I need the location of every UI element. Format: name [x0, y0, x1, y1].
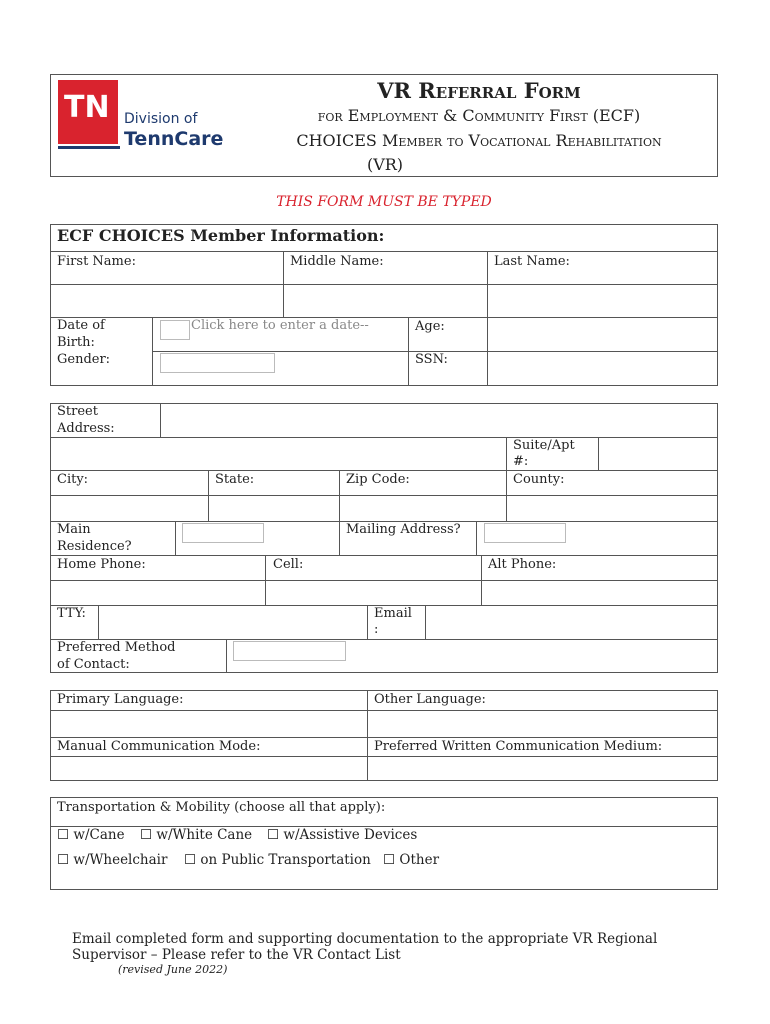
gender-label: Gender:: [57, 352, 111, 367]
checkbox-icon: ☐: [383, 852, 396, 868]
gender-select[interactable]: [160, 353, 275, 373]
manual-communication-label: Manual Communication Mode:: [57, 739, 261, 754]
state-input[interactable]: [209, 496, 338, 520]
logo-tenncare-text: TennCare: [124, 128, 224, 150]
checkbox-other[interactable]: [383, 852, 439, 868]
logo-tn-text: TN: [64, 90, 110, 125]
last-name-input[interactable]: [488, 285, 717, 316]
street-address-input[interactable]: [161, 404, 717, 436]
checkbox-icon: ☐: [267, 827, 280, 843]
city-label: City:: [57, 472, 89, 487]
home-phone-input[interactable]: [51, 581, 264, 604]
county-label: County:: [513, 472, 565, 487]
email-label-line1: Email: [374, 606, 412, 621]
tty-input[interactable]: [99, 606, 366, 638]
zip-input[interactable]: [340, 496, 505, 520]
checkbox-icon: ☐: [57, 852, 70, 868]
logo-division-text: Division of: [124, 111, 198, 127]
cell-input[interactable]: [266, 581, 480, 604]
preferred-contact-label-line1: Preferred Method: [57, 640, 176, 655]
main-residence-label-line2: Residence?: [57, 539, 132, 554]
primary-language-input[interactable]: [51, 711, 366, 736]
age-label: Age:: [415, 319, 445, 334]
written-communication-label: Preferred Written Communication Medium:: [374, 739, 663, 754]
age-input[interactable]: [488, 318, 717, 350]
main-residence-label-line1: Main: [57, 522, 91, 537]
mailing-address-label: Mailing Address?: [346, 522, 461, 537]
checkbox-wheelchair-label: w/Wheelchair: [73, 852, 168, 868]
checkbox-white-cane-label: w/White Cane: [156, 827, 253, 843]
tty-label: TTY:: [57, 606, 86, 621]
revised-date: (revised June 2022): [118, 963, 228, 976]
member-section-title: ECF CHOICES Member Information:: [57, 226, 385, 245]
logo-underline: [58, 146, 120, 149]
alt-phone-label: Alt Phone:: [488, 557, 557, 572]
last-name-label: Last Name:: [494, 254, 570, 269]
checkbox-cane-label: w/Cane: [73, 827, 125, 843]
cell-label: Cell:: [273, 557, 304, 572]
checkbox-icon: ☐: [140, 827, 153, 843]
first-name-label: First Name:: [57, 254, 136, 269]
tenncare-logo: [58, 80, 238, 152]
other-language-input[interactable]: [368, 711, 717, 736]
primary-language-label: Primary Language:: [57, 692, 184, 707]
preferred-contact-select[interactable]: [233, 641, 346, 661]
form-subtitle-3: (VR): [366, 155, 404, 174]
street-label-line2: Address:: [57, 421, 115, 436]
alt-phone-input[interactable]: [482, 581, 717, 604]
written-communication-input[interactable]: [368, 757, 717, 780]
checkbox-icon: ☐: [57, 827, 70, 843]
dob-placeholder[interactable]: Click here to enter a date--: [191, 318, 369, 333]
dob-label-line1: Date of: [57, 318, 105, 333]
form-subtitle-1: for Employment & Community First (ECF): [317, 106, 641, 125]
suite-label-line2: #:: [513, 454, 529, 469]
checkbox-other-label: Other: [399, 852, 440, 868]
ssn-label: SSN:: [415, 352, 448, 367]
checkbox-white-cane[interactable]: [140, 827, 252, 843]
form-title: VR Referral Form: [377, 78, 581, 103]
typed-notice: THIS FORM MUST BE TYPED: [276, 194, 492, 210]
ssn-input[interactable]: [488, 352, 717, 385]
mailing-address-select[interactable]: [484, 523, 566, 543]
form-subtitle-2: CHOICES Member to Vocational Rehabilitation: [296, 131, 662, 150]
transportation-title: Transportation & Mobility (choose all that apply):: [57, 800, 386, 815]
suite-input[interactable]: [599, 438, 717, 469]
checkbox-icon: ☐: [184, 852, 197, 868]
footer-instructions-line1: Email completed form and supporting documentation to the appropriate VR Regional: [72, 931, 658, 947]
dob-date-picker[interactable]: [160, 320, 190, 340]
city-input[interactable]: [51, 496, 207, 520]
checkbox-assistive-devices-label: w/Assistive Devices: [283, 827, 418, 843]
home-phone-label: Home Phone:: [57, 557, 146, 572]
zip-label: Zip Code:: [346, 472, 410, 487]
manual-communication-input[interactable]: [51, 757, 366, 780]
footer-instructions-line2: Supervisor – Please refer to the VR Contact List: [72, 947, 401, 963]
checkbox-wheelchair[interactable]: [57, 852, 167, 868]
email-label-line2: :: [374, 622, 379, 637]
first-name-input[interactable]: [51, 285, 282, 316]
main-residence-select[interactable]: [182, 523, 264, 543]
county-input[interactable]: [507, 496, 717, 520]
middle-name-label: Middle Name:: [290, 254, 384, 269]
checkbox-cane[interactable]: [57, 827, 125, 843]
checkbox-assistive-devices[interactable]: [267, 827, 417, 843]
street-address-input-2[interactable]: [51, 438, 505, 469]
state-label: State:: [215, 472, 255, 487]
checkbox-public-transportation[interactable]: [184, 852, 371, 868]
street-label-line1: Street: [57, 404, 98, 419]
other-language-label: Other Language:: [374, 692, 486, 707]
email-input[interactable]: [426, 606, 717, 638]
checkbox-public-transportation-label: on Public Transportation: [200, 852, 371, 868]
middle-name-input[interactable]: [284, 285, 486, 316]
preferred-contact-label-line2: of Contact:: [57, 657, 130, 672]
suite-label-line1: Suite/Apt: [513, 438, 575, 453]
dob-label-line2: Birth:: [57, 335, 95, 350]
